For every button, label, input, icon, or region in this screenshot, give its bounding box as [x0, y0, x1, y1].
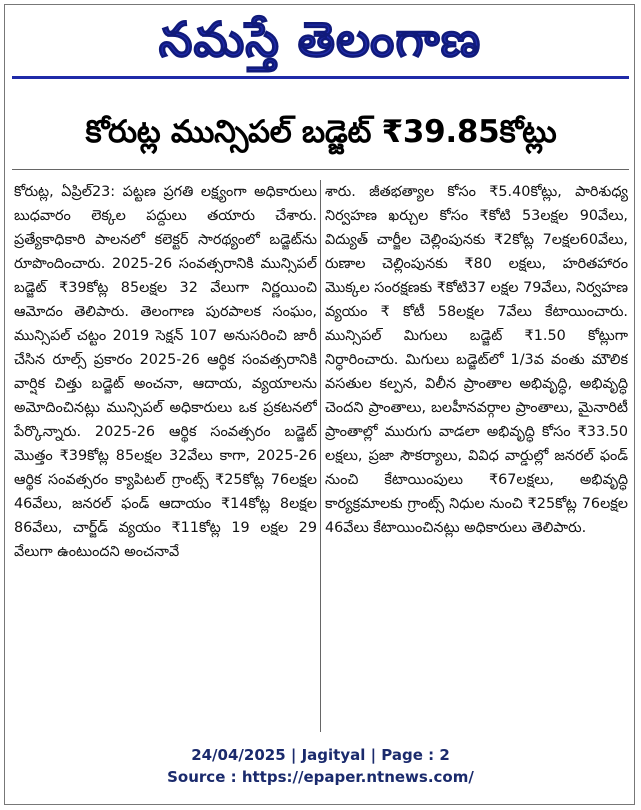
article-column-right	[325, 180, 628, 732]
footer-source[interactable]: Source : https://epaper.ntnews.com/	[167, 768, 474, 786]
article-column-left	[14, 180, 317, 732]
article-text-part-1: కోరుట్ల, ఏప్రిల్23: పట్టణ ప్రగతి లక్ష్యంగా అధికారులు బుధవారం లెక్కల పద్దులు తయారు చేశారు. ప్రత్యేకాధికారి పాలనలో కలెక్టర్ సారథ్యంలో బడ్జెట్‌ను రూపొందించారు. 2025-26 సంవత్సరానికి మున్సిపల్ బడ్జెట్ ₹39కోట్ల 85లక్షల 32 వేలుగా నిర్ణయించి ఆమోదం తెలిపారు. తెలంగాణ పురపాలక సంఘం, మున్సిపల్ చట్టం 2019 సెక్షన్ 107 అనుసరించి జారీ చేసిన రూల్స్ ప్రకారం 2025-26 ఆర్థిక సంవత్సరానికి వార్షిక చిత్తు బడ్జెట్ అంచనా, ఆదాయ, వ్యయాలను అమోదించినట్లు మున్సిపల్ అధికారులు ఒక ప్రకటనలో పేర్కొన్నారు. 2025-26 ఆర్థిక సంవత్సరం బడ్జెట్ మొత్తం ₹39కోట్ల 85లక్షల 32వేలు కాగా, 2025-26 ఆర్థిక సంవత్సరం క్యాపిటల్ గ్రాంట్స్ ₹25కోట్ల 76లక్షల 46వేలు, జనరల్ ఫండ్ ఆదాయం ₹14కోట్ల 8లక్షల 86వేలు, చార్జ్‌డ్ వ్యయం ₹11కోట్ల 19 లక్షల 29 వేలుగా ఉంటుందని అంచనావే	[14, 184, 317, 560]
page-footer	[0, 744, 641, 788]
masthead-title: నమస్తే తెలంగాణ	[158, 12, 482, 68]
article-text-part-2: శారు. జీతభత్యాల కోసం ₹5.40కోట్లు, పారిశుధ్య నిర్వహణ ఖర్చుల కోసం ₹కోటి 53లక్షల 90వేలు, విద్యుత్ చార్జీల చెల్లింపునకు ₹2కోట్ల 7లక్షల60వేలు, రుణాల చెల్లింపునకు ₹80 లక్షలు, హరితహారం మొక్కల సంరక్షణకు ₹కోటి37 లక్షల 79వేలు, నిర్వహణ వ్యయం ₹ కోటీ 58లక్షల 7వేలు కేటాయించారు. మున్సిపల్ మిగులు బడ్జెట్ ₹1.50 కోట్లుగా నిర్ధారించారు. మిగులు బడ్జెట్‌లో 1/3వ వంతు మౌలిక వసతుల కల్పన, విలీన ప్రాంతాల అభివృద్ధి, అభివృద్ధి చెందని ప్రాంతాలు, బలహీనవర్గాల ప్రాంతాలు, మైనారిటీ ప్రాంతాల్లో మురుగు వాడలా అభివృద్ధి కోసం ₹33.50 లక్షలు, ప్రజా సౌకర్యాలు, వివిధ వార్డుల్లో జనరల్ ఫండ్ నుంచి కేటాయింపులు ₹67లక్షలు, అభివృద్ధి కార్యక్రమాలకు గ్రాంట్స్ నిధుల నుంచి ₹25కోట్ల 76లక్షల 46వేలు కేటాయించినట్లు అధికారులు తెలిపారు.	[325, 184, 628, 536]
column-divider	[320, 180, 321, 732]
newspaper-masthead	[110, 8, 530, 72]
article-body	[14, 180, 628, 732]
headline-divider	[12, 169, 629, 170]
article-headline	[14, 108, 628, 162]
masthead-rule	[12, 76, 629, 79]
headline-text: కోరుట్ల మున్సిపల్ బడ్జెట్ ₹39.85కోట్లు	[85, 113, 557, 150]
footer-meta: 24/04/2025 | Jagityal | Page : 2	[191, 746, 450, 764]
